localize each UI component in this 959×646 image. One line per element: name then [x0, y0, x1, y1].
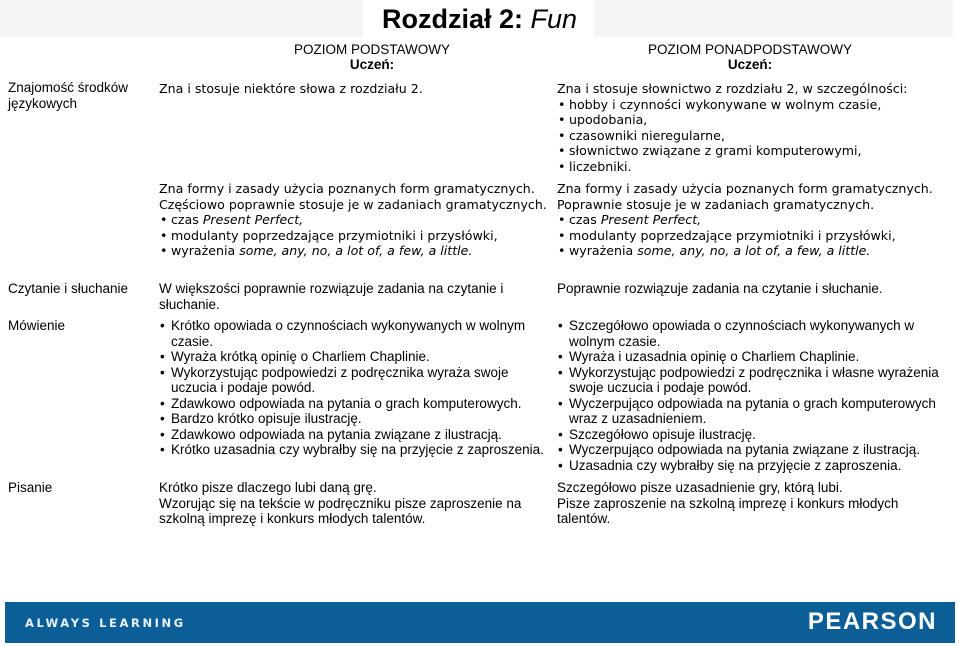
row-label-language: Znajomość środków językowych: [8, 80, 129, 111]
pearson-logo: PEARSON: [807, 608, 937, 635]
advanced-level-title: POZIOM PONADPODSTAWOWY: [647, 42, 852, 57]
row-label-speaking: Mówienie: [8, 318, 66, 333]
basic-reading-cell: W większości poprawnie rozwiązuje zadania na czytanie i słuchanie.: [159, 281, 504, 312]
advanced-grammar-cell: [557, 181, 957, 259]
list-item: • Bardzo krótko opisuje ilustrację.: [159, 411, 554, 427]
list-item: • Wykorzystując podpowiedzi z podręcznika wyraża swoje uczucia i podaje powód.: [159, 365, 554, 396]
row-label-reading: Czytanie i słuchanie: [8, 281, 129, 296]
list-item: • Wyczerpująco odpowiada na pytania związane z ilustracją.: [557, 442, 952, 458]
advanced-level-subtitle: Uczeń:: [727, 57, 773, 72]
advanced-language-intro: Zna i stosuje słownictwo z rozdziału 2, w szczególności:: [557, 81, 908, 96]
list-item: • Szczegółowo opisuje ilustrację.: [557, 427, 952, 443]
list-item: • modulanty poprzedzające przymiotniki i przysłówki,: [557, 228, 957, 244]
list-item: • czas Present Perfect,: [159, 212, 554, 228]
advanced-reading-cell: Poprawnie rozwiązuje zadania na czytanie i słuchanie.: [557, 281, 883, 296]
footer-bar: [5, 602, 955, 643]
advanced-writing-line-1: Szczegółowo pisze uzasadnienie gry, którą lubi.: [557, 480, 843, 495]
list-item: • czasowniki nieregularne,: [557, 128, 957, 144]
basic-language-intro: Zna i stosuje niektóre słowa z rozdziału 2.: [159, 81, 423, 96]
advanced-language-cell: [557, 81, 957, 174]
advanced-language-list: [557, 97, 957, 175]
advanced-grammar-intro-2: Poprawnie stosuje je w zadaniach gramatycznych.: [557, 196, 875, 212]
list-item: • hobby i czynności wykonywane w wolnym czasie,: [557, 97, 957, 113]
list-item: • Uzasadnia czy wybrałby się na przyjęcie z zaproszenia.: [557, 458, 952, 474]
basic-level-header: [232, 42, 512, 72]
list-item: • Wyraża krótką opinię o Charliem Chaplinie.: [159, 349, 554, 365]
advanced-level-header: [610, 42, 890, 72]
list-item: • liczebniki.: [557, 159, 957, 175]
basic-speaking-list: [159, 318, 554, 458]
basic-writing-line-2: Wzorując się na tekście w podręczniku pisze zaproszenie na szkolną imprezę i konkurs młodych talentów.: [159, 495, 522, 526]
advanced-writing-cell: [557, 480, 952, 527]
basic-level-subtitle: Uczeń:: [349, 57, 395, 72]
basic-level-title: POZIOM PODSTAWOWY: [294, 42, 450, 57]
title-prefix: Rozdział 2:: [381, 4, 523, 34]
basic-grammar-intro-2: Częściowo poprawnie stosuje je w zadaniach gramatycznych.: [159, 196, 547, 212]
list-item: • wyrażenia some, any, no, a lot of, a few, a little.: [159, 243, 554, 259]
basic-writing-line-1: Krótko pisze dlaczego lubi daną grę.: [159, 480, 377, 495]
list-item: • Zdawkowo odpowiada na pytania związane z ilustracją.: [159, 427, 554, 443]
list-item: • Wyraża i uzasadnia opinię o Charliem Chaplinie.: [557, 349, 952, 365]
list-item: • Wykorzystując podpowiedzi z podręcznika i własne wyrażenia swoje uczucia i podaje powód.: [557, 365, 952, 396]
basic-grammar-list: [159, 212, 554, 259]
basic-grammar-intro-1: Zna formy i zasady użycia poznanych form gramatycznych.: [159, 181, 535, 196]
list-item: • upodobania,: [557, 112, 957, 128]
advanced-speaking-list: [557, 318, 952, 473]
row-label-writing: Pisanie: [8, 480, 53, 495]
advanced-grammar-list: [557, 212, 957, 259]
basic-speaking-cell: [159, 318, 554, 458]
list-item: • Szczegółowo opowiada o czynnościach wykonywanych w wolnym czasie.: [557, 318, 952, 349]
advanced-speaking-cell: [557, 318, 952, 473]
title-emphasis: Fun: [530, 4, 578, 34]
list-item: • słownictwo związane z grami komputerowymi,: [557, 143, 957, 159]
basic-grammar-cell: [159, 181, 554, 259]
advanced-writing-line-2: Pisze zaproszenie na szkolną imprezę i konkurs młodych talentów.: [557, 495, 899, 526]
advanced-grammar-intro-1: Zna formy i zasady użycia poznanych form gramatycznych.: [557, 181, 933, 196]
page-title: [0, 4, 959, 35]
list-item: • modulanty poprzedzające przymiotniki i przysłówki,: [159, 228, 554, 244]
footer-tagline: ALWAYS LEARNING: [25, 616, 186, 630]
basic-writing-cell: [159, 480, 554, 527]
list-item: • Krótko opowiada o czynnościach wykonywanych w wolnym czasie.: [159, 318, 554, 349]
list-item: • Zdawkowo odpowiada na pytania o grach komputerowych.: [159, 396, 554, 412]
list-item: • czas Present Perfect,: [557, 212, 957, 228]
list-item: • wyrażenia some, any, no, a lot of, a few, a little.: [557, 243, 957, 259]
list-item: • Wyczerpująco odpowiada na pytania o grach komputerowych wraz z uzasadnieniem.: [557, 396, 952, 427]
list-item: • Krótko uzasadnia czy wybrałby się na przyjęcie z zaproszenia.: [159, 442, 554, 458]
